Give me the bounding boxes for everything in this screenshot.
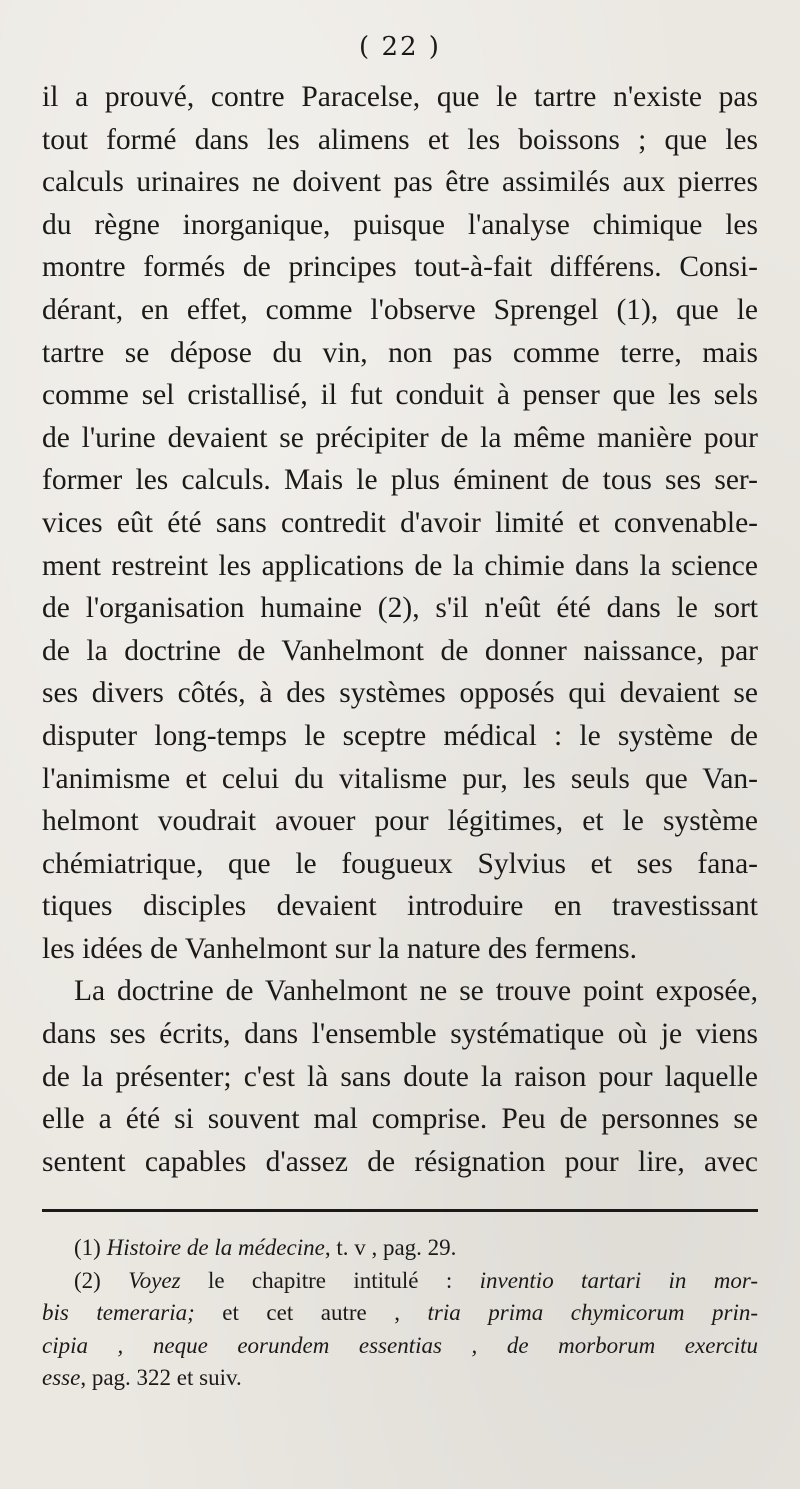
- footnote-marker: (2): [74, 1267, 101, 1293]
- text-line: disputer long-temps le sceptre médical : le système de: [42, 719, 758, 752]
- footnote-text: inventio tartari in mor-: [479, 1267, 759, 1293]
- text-line: dans ses écrits, dans l'ensemble systématique où je viens: [42, 1018, 758, 1051]
- footnote-2-line-3: cipia , neque eorundem essentias , de morborum exercitu: [42, 1332, 758, 1358]
- footnote-rule: [42, 1209, 758, 1212]
- text-line: de l'organisation humaine (2), s'il n'eût été dans le sort: [42, 592, 758, 625]
- text-line: ses divers côtés, à des systèmes opposés qui devaient se: [42, 677, 758, 710]
- text-line: dérant, en effet, comme l'observe Sprengel (1), que le: [42, 293, 758, 326]
- text-line: de la présenter; c'est là sans doute la raison pour laquelle: [42, 1060, 758, 1093]
- text-line: calculs urinaires ne doivent pas être assimilés aux pierres: [42, 166, 758, 199]
- footnote-2-line-4: [42, 1362, 758, 1395]
- text-line: vices eût été sans contredit d'avoir limité et convenable-: [42, 506, 758, 539]
- footnote-text: tria prima chymicorum prin-: [427, 1300, 758, 1325]
- page-number: ( 22 ): [359, 32, 441, 62]
- text-line: tout formé dans les alimens et les boissons ; que les: [42, 123, 758, 156]
- text-line: sentent capables d'assez de résignation pour lire, avec: [42, 1145, 758, 1178]
- text-line: il a prouvé, contre Paracelse, que le tartre n'existe pas: [42, 81, 758, 113]
- text-line: chémiatrique, que le fougueux Sylvius et ses fana-: [42, 847, 758, 880]
- text-line: former les calculs. Mais le plus éminent de tous ses ser-: [42, 464, 758, 497]
- text-line: de la doctrine de Vanhelmont de donner naissance, par: [42, 634, 758, 667]
- footnote-1: [42, 1232, 758, 1265]
- paragraph-start-line: La doctrine de Vanhelmont ne se trouve point exposée,: [74, 975, 758, 1008]
- text-line: helmont voudrait avouer pour légitimes, et le système: [42, 805, 758, 838]
- body-text: [42, 76, 758, 1183]
- text-line: tiques disciples devaient introduire en travestissant: [42, 890, 758, 923]
- text-line: du règne inorganique, puisque l'analyse chimique les: [42, 208, 758, 241]
- footnote-marker: (1): [74, 1235, 101, 1260]
- text-line: les idées de Vanhelmont sur la nature des fermens.: [42, 932, 638, 965]
- text-line: montre formés de principes tout-à-fait différens. Consi-: [42, 251, 758, 284]
- footnote-text: le chapitre intitulé :: [180, 1267, 480, 1293]
- text-line: tartre se dépose du vin, non pas comme terre, mais: [42, 336, 758, 369]
- footnotes: [42, 1232, 758, 1395]
- text-line: comme sel cristallisé, il fut conduit à penser que les sels: [42, 379, 758, 412]
- footnote-text: esse: [42, 1365, 81, 1390]
- text-line: l'animisme et celui du vitalisme pur, les seuls que Van-: [42, 762, 758, 795]
- footnote-text: , pag. 322 et suiv.: [80, 1365, 242, 1390]
- footnote-title: Histoire de la médecine: [106, 1235, 325, 1260]
- footnote-2-line-2: [42, 1297, 758, 1330]
- text-line: de l'urine devaient se précipiter de la même manière pour: [42, 421, 758, 454]
- text-line: ment restreint les applications de la chimie dans la science: [42, 549, 758, 582]
- footnote-text: Voyez: [128, 1267, 181, 1293]
- footnote-text: et cet autre ,: [194, 1300, 428, 1325]
- footnote-text: bis temeraria;: [42, 1300, 195, 1325]
- text-line: elle a été si souvent mal comprise. Peu de personnes se: [42, 1103, 758, 1136]
- footnote-2-line-1: [42, 1265, 758, 1298]
- footnote-text: , t. v , pag. 29.: [324, 1235, 457, 1260]
